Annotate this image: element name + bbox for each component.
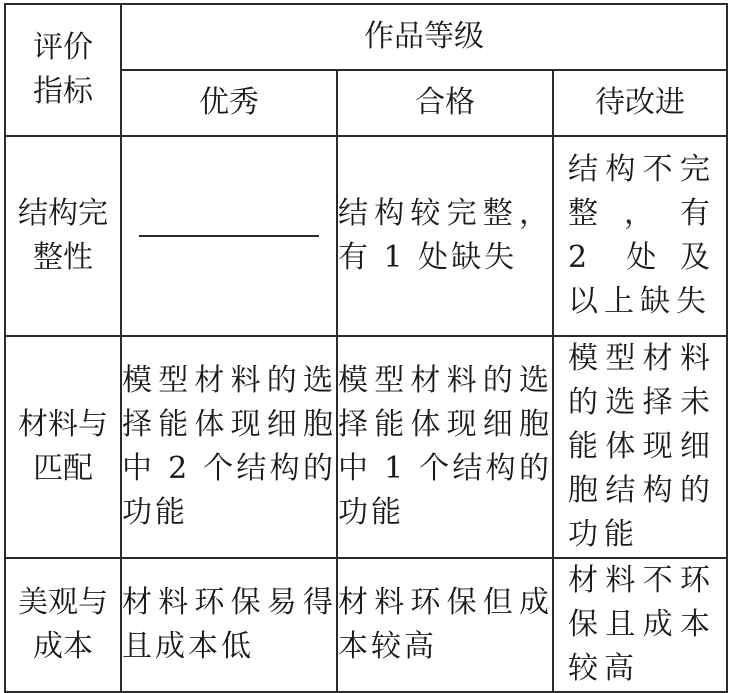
criterion-label-line1: 材料与 [18,407,108,442]
corner-cell [5,4,121,136]
group-header: 作品等级 [121,4,727,70]
criterion-appearance-cost [5,558,121,692]
criterion-structure [5,136,121,336]
table-row [5,336,727,558]
table-row [5,558,727,692]
criterion-material [5,336,121,558]
cell-pass: 材料环保但成本较高 [337,558,553,692]
cell-excellent-empty [121,136,337,336]
blank-dash-line [139,235,319,237]
criterion-label-line2: 成本 [33,629,93,664]
cell-pass: 模型材料的选择能体现细胞中 1 个结构的功能 [337,336,553,558]
level-header-excellent: 优秀 [121,70,337,136]
criterion-label-line1: 美观与 [18,585,108,620]
corner-label-line1: 评价 [33,30,93,65]
corner-label-line2: 指标 [33,74,93,109]
cell-improve: 材料不环保且成本较高 [553,558,727,692]
criterion-label-line2: 整性 [33,240,93,275]
cell-improve: 模型材料的选择未能体现细胞结构的功能 [553,336,727,558]
level-header-pass: 合格 [337,70,553,136]
level-header-improve: 待改进 [553,70,727,136]
criterion-label-line2: 匹配 [33,451,93,486]
criterion-label-line1: 结构完 [18,196,108,231]
header-row-top [5,4,727,70]
evaluation-rubric-table [4,3,728,693]
cell-improve: 结构不完整，有 2 处及以上缺失 [553,136,727,336]
cell-pass: 结构较完整，有 1 处缺失 [337,136,553,336]
table-row [5,136,727,336]
cell-excellent: 材料环保易得且成本低 [121,558,337,692]
cell-excellent: 模型材料的选择能体现细胞中 2 个结构的功能 [121,336,337,558]
